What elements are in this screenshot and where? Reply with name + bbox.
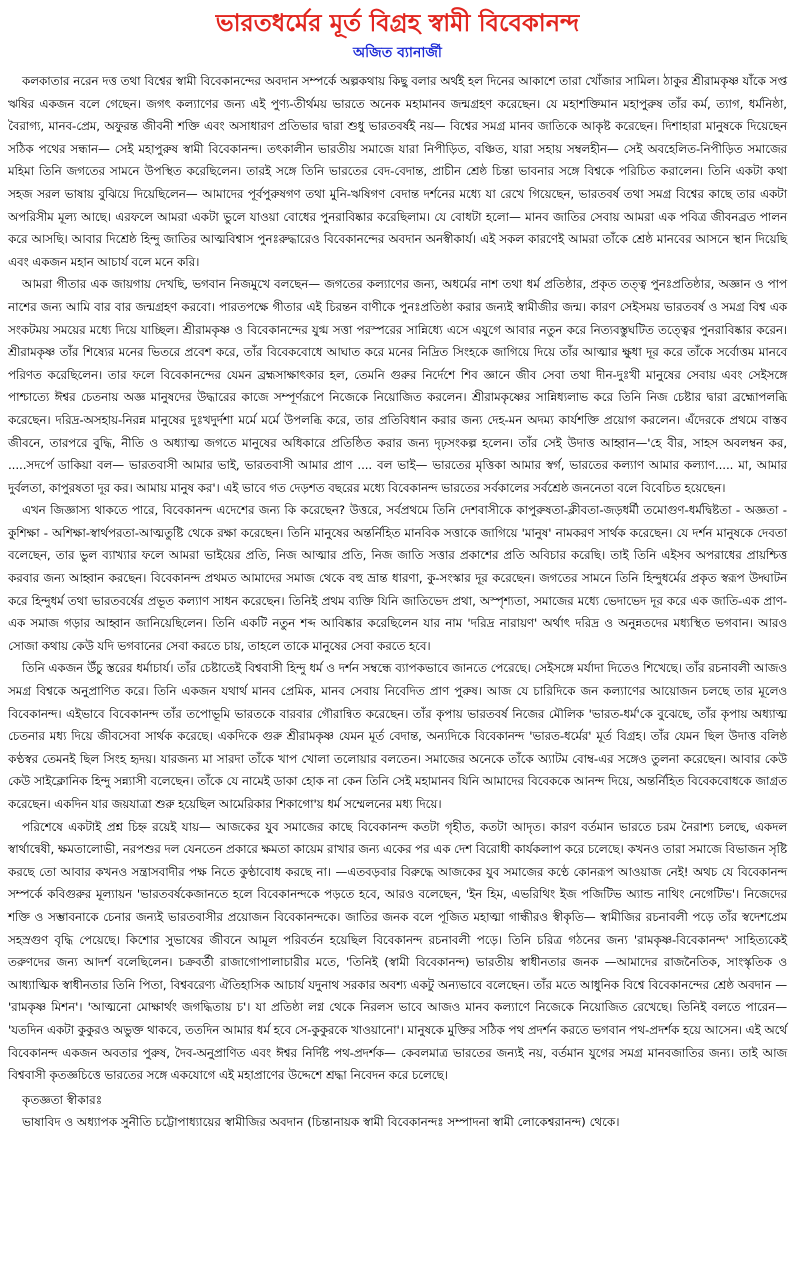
article-title: ভারতধর্মের মূর্ত বিগ্রহ স্বামী বিবেকানন্দ xyxy=(215,9,580,37)
paragraph-4: তিনি একজন উঁচু স্তরের ধর্মাচার্য। তাঁর চেষ্টাতেই বিশ্ববাসী হিন্দু ধর্ম ও দর্শন সম্বন্ধে ব্যাপকভাবে জানতে পেরেছে। সেইসঙ্গে মর্যাদা দিতেও শিখেছে। তাঁর রচনাবলী আজও সমগ্র বিশ্বকে অনুপ্রাণিত করে। তিনি একজন যথার্থ মানব প্রেমিক, মানব সেবায় নিবেদিত প্রাণ পুরুষ। আজ যে চারিদিকে জন কল্যাণের আয়োজন চলছে তার মূলেও বিবেকানন্দ। এইভাবে বিবেকানন্দ তাঁর তপোভূমি ভারতকে বারবার গৌরান্বিত করেছেন। তাঁর কৃপায় ভারতবর্ষ নিজের মৌলিক 'ভারত-ধর্ম'কে বুঝেছে, তাঁর কৃপায় অধ্যাত্ম চেতনার মধ্য দিয়ে জীবসেবা সার্থক করেছে। একদিকে গুরু শ্রীরামকৃষ্ণ যেমন মূর্ত বেদান্ত, অন্যদিকে বিবেকানন্দ 'ভারত-ধর্মের' মূর্ত বিগ্রহ। তাঁর যেমন ছিল উদাত্ত বলিষ্ঠ কণ্ঠস্বর তেমনই ছিল সিংহ হৃদয়। যারজন্য মা সারদা তাঁকে খাপ খোলা তলোয়ার বলতেন। সমাজের অনেকে তাঁকে অ্যাটম বোম্ব-এর সঙ্গেও তুলনা করেছেন। আবার কেউ কেউ সাইক্লোনিক হিন্দু সন্ন্যাসী বলেছেন। তাঁকে যে নামেই ডাকা হোক না কেন তিনি সেই মহামানব যিনি আমাদের বিবেককে আনন্দ দিয়ে, অন্তর্নিহিত বিবেকবোধকে জাগ্রত করেছেন। একদিন যার জয়যাত্রা শুরু হয়েছিল আমেরিকার শিকাগো'য় ধর্ম সম্মেলনের মধ্য দিয়ে। xyxy=(8,661,787,811)
paragraph-5: পরিশেষে একটাই প্রশ্ন চিহ্ন রয়েই যায়— আজকের যুব সমাজের কাছে বিবেকানন্দ কতটা গৃহীত, কতটা আদৃত। কারণ বর্তমান ভারতে চরম নৈরাশ্য চলছে, একদল স্বার্থান্বেষী, ক্ষমতালোভী, নরপশুর দল যেনতেন প্রকারে ক্ষমতা কায়েম রাখার জন্য একের পর এক দেশ বিরোধী কার্যকলাপ করে চলেছে। কখনও তারা সমাজে বিভাজন সৃষ্টি করছে তো আবার কখনও সন্ত্রাসবাদীর পক্ষ নিতে কুণ্ঠাবোধ করছে না। —এতবড়বার বিরুদ্ধে আজকের যুব সমাজের কণ্ঠে কোনরূপ আওয়াজ নেই! অথচ যে বিবেকানন্দ সম্পর্কে কবিগুরুর মূল্যায়ন 'ভারতবর্ষকেজানতে হলে বিবেকানন্দকে পড়তে হবে, আরও বলেছেন, 'ইন হিম, এভরিথিং ইজ পজিটিভ অ্যান্ড নাথিং নেগেটিভ'। নিজেদের শক্তি ও সম্ভাবনাকে চেনার জন্যই ভারতবাসীর প্রয়োজন বিবেকানন্দকে। জাতির জনক বলে পূজিত মহাত্মা গান্ধীরও স্বীকৃতি— স্বামীজির রচনাবলী পড়ে তাঁর স্বদেশপ্রেম সহস্রগুণ বৃদ্ধি পেয়েছে। কিশোর সুভাষের জীবনে আমূল পরিবর্তন হয়েছিল বিবেকানন্দ রচনাবলী পড়ে। তিনি চরিত্র গঠনের জন্য 'রামকৃষ্ণ-বিবেকানন্দ' সাহিত্যকেই তরুণদের জন্য আদর্শ বলেছিলেন। চক্রবর্তী রাজাগোপালাচারীর মতে, 'তিনিই (স্বামী বিবেকানন্দ) ভারতীয় স্বাধীনতার জনক —আমাদের রাজনৈতিক, সাংস্কৃতিক ও আধ্যাত্মিক স্বাধীনতার তিনি পিতা, বিশ্ববরেণ্য ঐতিহাসিক আচার্য যদুনাথ সরকার অবশ্য একটু অন্যভাবে বলেছেন। তাঁর মতে আধুনিক বিশ্বে বিবেকানন্দের শ্রেষ্ঠ অবদান — 'রামকৃষ্ণ মিশন'। 'আত্মনো মোক্ষার্থং জগদ্ধিতায় চ'। যা প্রতিষ্ঠা লগ্ন থেকে নিরলস ভাবে আজও মানব কল্যাণে নিজেকে নিয়োজিত রেখেছে। তিনিই বলতে পারেন— 'যতদিন একটা কুকুরও অভুক্ত থাকবে, ততদিন আমার ধর্ম হবে সে-কুকুরকে খাওয়ানো'। মানুষকে মুক্তির সঠিক পথ প্রদর্শন করতে ভগবান পথ-প্রদর্শক হয়ে আসেন। এই অর্থে বিবেকানন্দ একজন অবতার পুরুষ, দৈব-অনুপ্রাণিত এবং ঈশ্বর নির্দিষ্ট পথ-প্রদর্শক— কেবলমাত্র ভারতের জন্যই নয়, বর্তমান যুগের সমগ্র মানবজাতির জন্য। তাই আজ বিশ্ববাসী কৃতজ্ঞচিত্তে ভারতের সঙ্গে একযোগে এই মহাপ্রাণের উদ্দেশে শ্রদ্ধা নিবেদন করে চলেছে। xyxy=(8,819,787,1083)
acknowledgement-text: ভাষাবিদ ও অধ্যাপক সুনীতি চট্টোপাধ্যায়ের স্বামীজির অবদান (চিন্তানায়ক স্বামী বিবেকানন্দঃ সম্পাদনা স্বামী লোকেশ্বরানন্দ) থেকে। xyxy=(22,1115,620,1130)
paragraph-1: কলকাতার নরেন দত্ত তথা বিশ্বের স্বামী বিবেকানন্দের অবদান সম্পর্কে অল্পকথায় কিছু বলার অর্থই হল দিনের আকাশে তারা খোঁজার সামিল। ঠাকুর শ্রীরামকৃষ্ণ যাঁকে সপ্ত ঋষির একজন বলে গেছেন। জগৎ কল্যাণের জন্য এই পুণ্য-তীর্থময় ভারতে অনেক মহামানব জন্মগ্রহণ করেছেন। যে মহাশক্তিমান মহাপুরুষ তাঁর কর্ম, ত্যাগ, ধর্মনিষ্ঠা, বৈরাগ্য, মানব-প্রেম, অফুরন্ত জীবনী শক্তি এবং অসাধারণ প্রতিভার দ্বারা শুধু ভারতবর্ষই নয়— বিশ্বের সমগ্র মানব জাতিকে আকৃষ্ট করেছেন। দিশাহারা মানুষকে দিয়েছেন সঠিক পথের সন্ধান— সেই মহাপুরুষ স্বামী বিবেকানন্দ। তৎকালীন ভারতীয় সমাজে যারা নিপীড়িত, বঞ্চিত, যারা সহায় সম্বলহীন— সেই অবহেলিত-নিপীড়িত সমাজের মহিমা তিনি জগতের সামনে উপস্থিত করেছিলেন। তারই সঙ্গে তিনি ভারতের বেদ-বেদান্ত, প্রাচীন শ্রেষ্ঠ চিন্তা ভাবনার সঙ্গে বিশ্বকে পরিচিত করালেন। তিনি একটা কথা সহজ সরল ভাষায় বুঝিয়ে দিয়েছিলেন— আমাদের পূর্বপুরুষগণ তথা মুনি-ঋষিগণ বেদান্ত দর্শনের মধ্যে যা রেখে গিয়েছেন, ভারতবর্ষ তথা সমগ্র বিশ্বের কাছে তার একটা অপরিসীম মূল্য আছে। এরফলে আমরা একটা ভুলে যাওয়া বোধের পুনরাবিষ্কার করেছিলাম। যে বোধটা হলো— মানব জাতির সেবায় আমরা এক পবিত্র জীবনব্রত পালন করে আসছি। আবার দিশ্রেষ্ঠ হিন্দু জাতির আত্মবিশ্বাস পুনঃরুদ্ধারেও বিবেকানন্দের অবদান অনস্বীকার্য। এই সকল কারণেই আমরা তাঁকে শ্রেষ্ঠ মানবের আসনে স্থান দিয়েছি এবং একজন মহান আচার্য বলে মনে করি। xyxy=(8,74,787,269)
paragraph-3: এখন জিজ্ঞাস্য থাকতে পারে, বিবেকানন্দ এদেশের জন্য কি করেছেন? উত্তরে, সর্বপ্রথমে তিনি দেশবাসীকে কাপুরুষতা-ক্লীবতা-জড়ধর্মী তমোগুণ-ধর্মদ্বিষ্টতা - অজ্ঞতা - কুশিক্ষা - অশিক্ষা-স্বার্থপরতা-আত্মতুষ্টি থেকে রক্ষা করেছেন। তিনি মানুষের অন্তর্নিহিত মানবিক সত্তাকে জাগিয়ে 'মানুষ' নামকরণ সার্থক করেছেন। যে দর্শন মানুষকে দেবতা বলেছেন, তার ভুল ব্যাখ্যার ফলে আমরা ভাইয়ের প্রতি, নিজ আত্মার প্রতি, নিজ জাতি সত্তার প্রকাশের প্রতি অবিচার করেছি। তাই তিনি এইসব অপরাধের প্রায়শ্চিত্ত করবার জন্য আহ্বান করছেন। বিবেকানন্দ প্রথমত আমাদের সমাজ থেকে বহু ভ্রান্ত ধারণা, কু-সংস্কার দূর করেছেন। জগতের সামনে তিনি হিন্দুধর্মের প্রকৃত স্বরূপ উদ্ঘাটন করে হিন্দুধর্ম তথা ভারতবর্ষের প্রভূত কল্যাণ সাধন করেছেন। তিনিই প্রথম ব্যক্তি যিনি জাতিভেদ প্রথা, অস্পৃশ্যতা, সমাজের মধ্যে ভেদাভেদ দূর করে এক জাতি-এক প্রাণ-এক সমাজ গড়ার আহ্বান জানিয়েছিলেন। তিনি একটি নতুন শব্দ আবিষ্কার করেছিলেন যার নাম 'দরিদ্র নারায়ণ' অর্থাৎ দরিদ্র ও অনুন্নতদের মধ্যস্থিত ভগবান। আরও সোজা কথায় কেউ যদি ভগবানের সেবা করতে চায়, তাহলে তাকে মানুষের সেবা করতে হবে। xyxy=(8,503,787,653)
article-author: অজিত ব্যানার্জী xyxy=(353,45,442,61)
acknowledgement-heading: কৃতজ্ঞতা স্বীকারঃ xyxy=(22,1092,103,1107)
paragraph-2: আমরা গীতার এক জায়গায় দেখছি, ভগবান নিজমুখে বলছেন— জগতের কল্যাণের জন্য, অধর্মের নাশ তথা ধর্ম প্রতিষ্ঠার, প্রকৃত তত্ত্ব পুনঃপ্রতিষ্ঠার, অজ্ঞান ও পাপ নাশের জন্য আমি বার বার জন্মগ্রহণ করবো। পারতপক্ষে গীতার এই চিরন্তন বাণীকে পুনঃপ্রতিষ্ঠা করার জন্যই স্বামীজীর জন্ম। কারণ সেইসময় ভারতবর্ষ ও সমগ্র বিশ্ব এক সংকটময় সময়ের মধ্যে দিয়ে যাচ্ছিল। শ্রীরামকৃষ্ণ ও বিবেকানন্দের যুগ্ম সত্তা পরস্পরের সান্নিধ্যে এসে এযুগে আবার নতুন করে নিত্যবস্তুঘটিত তত্ত্বের পুনরাবিষ্কার করেন। শ্রীরামকৃষ্ণ তাঁর শিষ্যের মনের ভিতরে প্রবেশ করে, তাঁর বিবেকবোধে আঘাত করে মনের নিদ্রিত সিংহকে জাগিয়ে দিয়ে তাঁর আত্মার ক্ষুধা দূর করে তাঁকে সর্বোত্তম মানবে পরিণত করেছিলেন। তার ফলে বিবেকানন্দের যেমন ব্রহ্মসাক্ষাৎকার হল, তেমনি গুরুর নির্দেশে শিব জ্ঞানে জীব সেবা তথা দীন-দুঃখী মানুষের সেবায় এবং সেইসঙ্গে পাশ্চাত্যে ঈশ্বর চেতনায় অজ্ঞ মানুষদের উদ্ধারের কাজে সম্পূর্ণরূপে নিজেকে নিয়োজিত করলেন। শ্রীরামকৃষ্ণের সান্নিধ্যলাভ করে তিনি নিজ চেষ্টার দ্বারা ব্রহ্মোপলব্ধি করেছেন। দরিদ্র-অসহায়-নিরন্ন মানুষের দুঃখদুর্দশা মর্মে মর্মে উপলব্ধি করে, তার প্রতিবিধান করার জন্য দেহ-মন অদম্য কার্যশক্তি প্রয়োগ করলেন। এঁদেরকে প্রথমে বাস্তব জীবনে, তারপরে বুদ্ধি, নীতি ও অধ্যাত্ম জগতে মানুষের অধিকারে প্রতিষ্ঠিত করার জন্য দৃঢ়সংকল্প হলেন। তাঁর সেই উদাত্ত আহ্বান—'হে বীর, সাহস অবলম্বন কর, .....সদর্পে ডাকিয়া বল— ভারতবাসী আমার ভাই, ভারতবাসী আমার প্রাণ .... বল ভাই— ভারতের মৃত্তিকা আমার স্বর্গ, ভারতের কল্যাণ আমার কল্যাণ..... মা, আমার দুর্বলতা, কাপুরষতা দূর কর। আমায় মানুষ কর'। এই ভাবে গত দেড়শত বছরের মধ্যে বিবেকানন্দ ভারতের সর্বকালের সর্বশ্রেষ্ঠ জননেতা বলে বিবেচিত হয়েছেন। xyxy=(8,277,787,495)
